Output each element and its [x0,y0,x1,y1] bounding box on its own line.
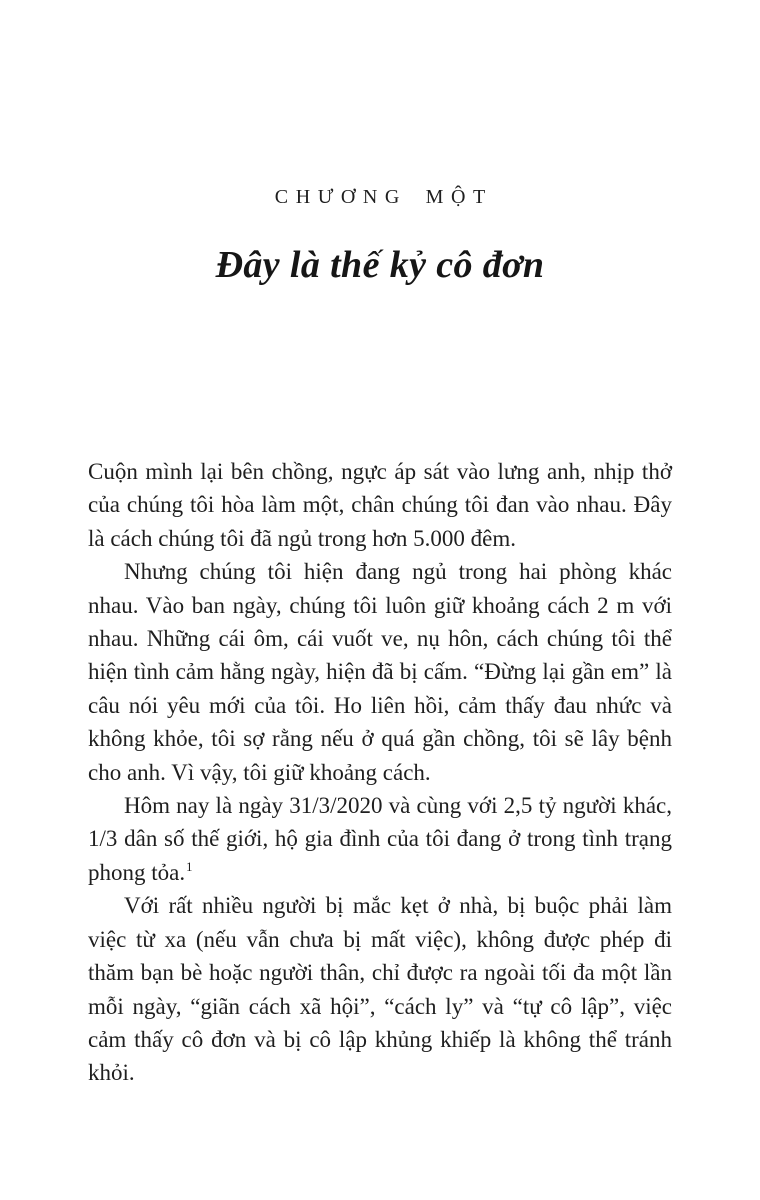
footnote-marker: 1 [186,860,193,875]
paragraph [88,889,672,1089]
paragraph-text: Nhưng chúng tôi hiện đang ngủ trong hai phòng khác nhau. Vào ban ngày, chúng tôi luôn giữ khoảng cách 2 m với nhau. Những cái ôm, cái vuốt ve, nụ hôn, cách chúng tôi thể hiện tình cảm hằng ngày, hiện đã bị cấm. “Đừng lại gần em” là câu nói yêu mới của tôi. Ho liên hồi, cảm thấy đau nhức và không khỏe, tôi sợ rằng nếu ở quá gần chồng, tôi sẽ lây bệnh cho anh. Vì vậy, tôi giữ khoảng cách. [88,559,672,785]
paragraph [88,789,672,889]
paragraph [88,455,672,555]
paragraph-text: Với rất nhiều người bị mắc kẹt ở nhà, bị buộc phải làm việc từ xa (nếu vẫn chưa bị mất việc), không được phép đi thăm bạn bè hoặc người thân, chỉ được ra ngoài tối đa một lần mỗi ngày, “giãn cách xã hội”, “cách ly” và “tự cô lập”, việc cảm thấy cô đơn và bị cô lập khủng khiếp là không thể tránh khỏi. [88,893,672,1086]
paragraph-text: Cuộn mình lại bên chồng, ngực áp sát vào lưng anh, nhịp thở của chúng tôi hòa làm một, chân chúng tôi đan vào nhau. Đây là cách chúng tôi đã ngủ trong hơn 5.000 đêm. [88,459,672,551]
paragraphs [88,455,672,1090]
chapter-label: CHƯƠNG MỘT [274,186,493,208]
paragraph-text: Hôm nay là ngày 31/3/2020 và cùng với 2,5 tỷ người khác, 1/3 dân số thế giới, hộ gia đình của tôi đang ở trong tình trạng phong tỏa. [88,793,672,885]
paragraph [88,555,672,789]
chapter-title: Đây là thế kỷ cô đơn [215,244,545,286]
